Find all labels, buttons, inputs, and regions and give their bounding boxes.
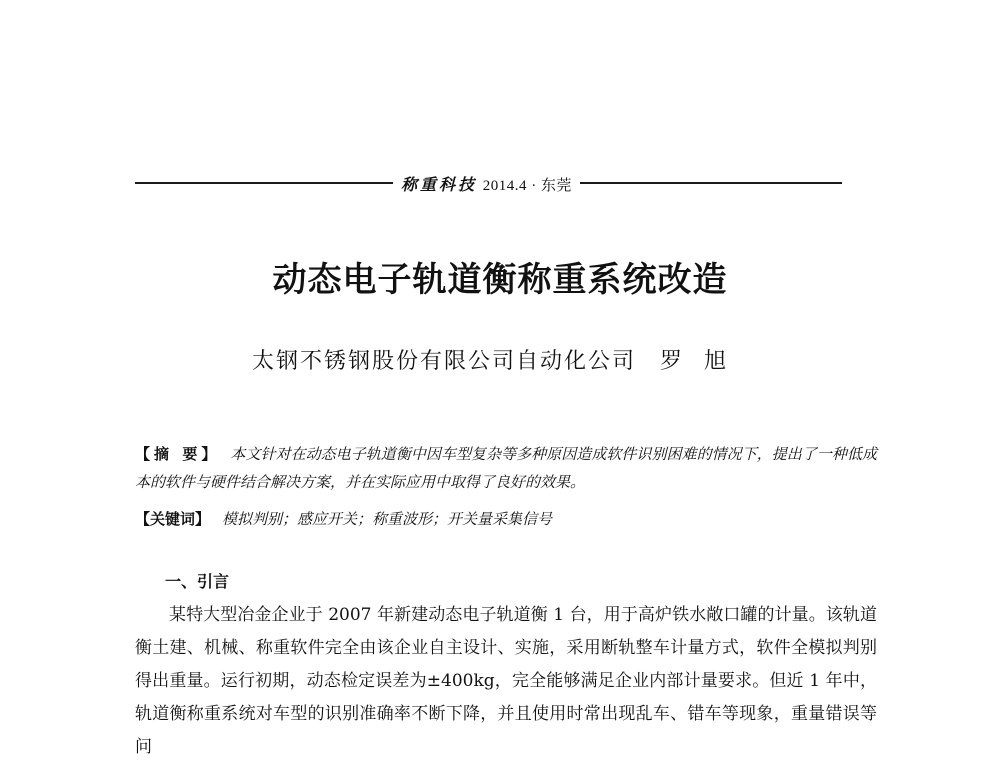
section-heading: 一、引言 xyxy=(165,572,230,591)
journal-name: 称重科技 xyxy=(401,174,478,194)
keywords xyxy=(135,506,877,532)
keywords-label: 【关键词】 xyxy=(135,510,211,528)
abstract-label: 【摘 要】 xyxy=(135,445,221,463)
keywords-text: 模拟判别；感应开关；称重波形；开关量采集信号 xyxy=(222,510,553,528)
article-title: 动态电子轨道衡称重系统改造 xyxy=(272,260,728,300)
author-name: 罗旭 xyxy=(660,349,749,374)
affiliation: 太钢不锈钢股份有限公司自动化公司 xyxy=(251,349,636,374)
abstract-text: 本文针对在动态电子轨道衡中因车型复杂等多种原因造成软件识别困难的情况下，提出了一种低成本的软件与硬件结合解决方案，并在实际应用中取得了良好的效果。 xyxy=(135,445,877,491)
issue-number: 2014.4 · xyxy=(482,177,541,194)
issue-city: 东莞 xyxy=(541,175,573,194)
byline xyxy=(0,344,1000,375)
body-paragraph: 某特大型冶金企业于 2007 年新建动态电子轨道衡 1 台，用于高炉铁水敞口罐的计量。该轨道衡土建、机械、称重软件完全由该企业自主设计、实施，采用断轨整车计量方式，软件全模拟判别得出重量。运行初期，动态检定误差为±400kg，完全能够满足企业内部计量要求。但近 1 年中，轨道衡称重系统对车型的识别准确率不断下降，并且使用时常出现乱车、错车等现象，重量错误等问 xyxy=(135,605,877,757)
header-rule-right xyxy=(580,182,842,184)
header-text xyxy=(393,172,580,195)
abstract xyxy=(135,440,877,496)
running-header xyxy=(135,168,875,198)
header-rule-left xyxy=(135,182,393,184)
